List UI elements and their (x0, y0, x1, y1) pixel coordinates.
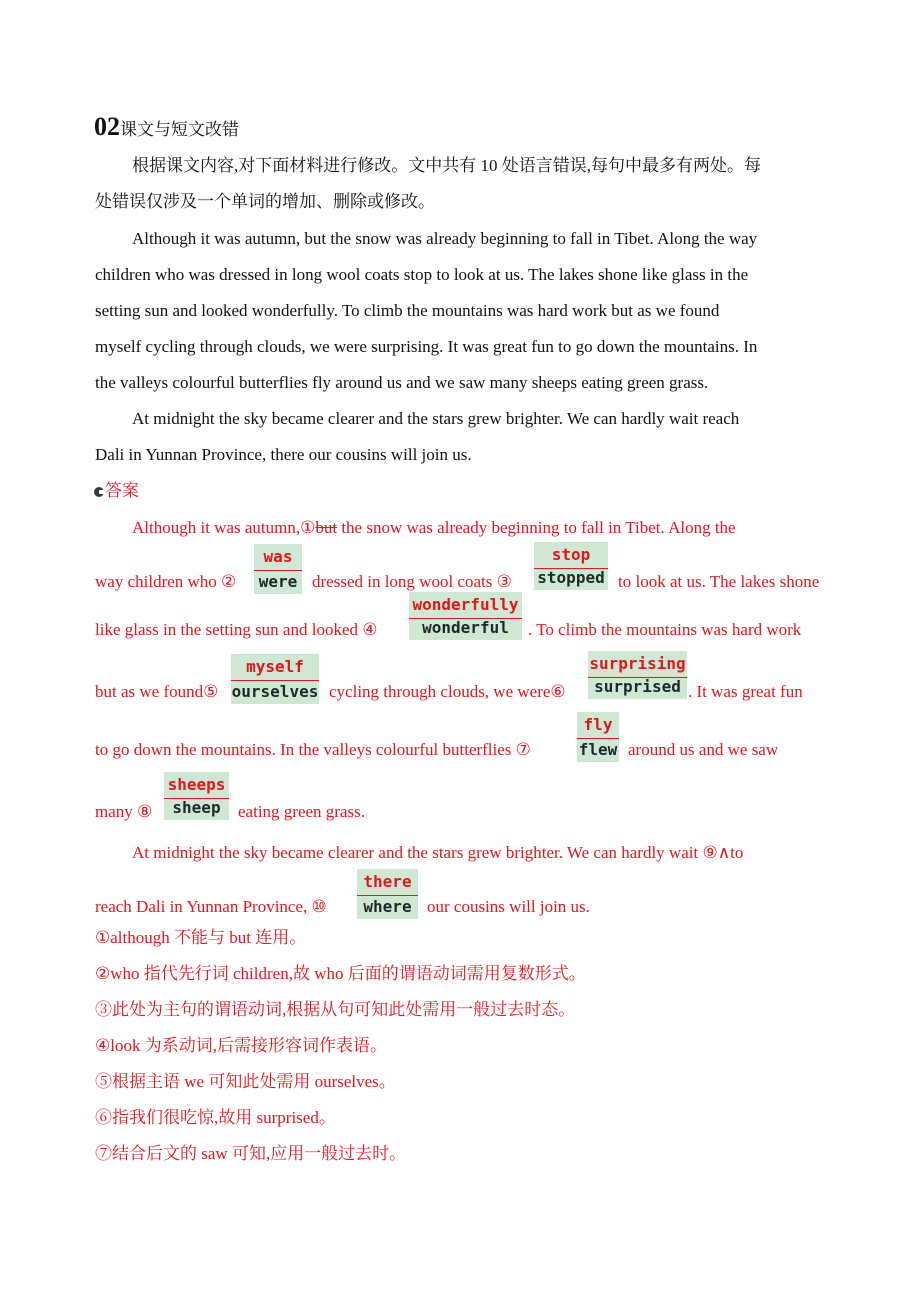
correction-box (254, 544, 302, 594)
correction-box (577, 712, 619, 762)
correction-wrong: surprising (588, 651, 687, 678)
explanation-item: ①although 不能与 but 连用。 (95, 928, 307, 947)
passage-line: At midnight the sky became clearer and the stars grew brighter. We can hardly wait reach (132, 409, 740, 428)
correction-wrong: myself (231, 654, 319, 681)
explanation-item: ⑥指我们很吃惊,故用 surprised。 (95, 1108, 336, 1127)
correction-wrong: wonderfully (409, 592, 522, 619)
correction-box (588, 651, 687, 699)
correction-box (357, 869, 418, 919)
correction-right: ourselves (231, 682, 319, 701)
answer-label: 答案 (94, 481, 139, 501)
passage-line: children who was dressed in long wool coats stop to look at us. The lakes shone like glass in the (95, 265, 749, 284)
section-title: 课文与短文改错 (120, 120, 239, 139)
instruction-line-2: 处错误仅涉及一个单词的增加、删除或修改。 (95, 192, 435, 211)
passage-line: Dali in Yunnan Province, there our cousins will join us. (95, 445, 472, 464)
answer-line-2a: way children who ② (95, 572, 237, 591)
answer-line-7: At midnight the sky became clearer and the stars grew brighter. We can hardly wait ⑨∧to (132, 843, 744, 862)
correction-wrong: there (357, 869, 418, 896)
section-number: 02 (94, 112, 120, 141)
passage-line: myself cycling through clouds, we were surprising. It was great fun to go down the mountains. In (95, 337, 758, 356)
correction-wrong: stop (534, 542, 608, 569)
correction-right: sheep (172, 798, 221, 817)
answer-line-1: Although it was autumn,①but the snow was already beginning to fall in Tibet. Along the (132, 518, 736, 537)
answer-line-5a: to go down the mountains. In the valleys colourful butterflies ⑦ (95, 740, 531, 759)
answer-line-2b: dressed in long wool coats ③ (312, 572, 512, 591)
answer-line-8a: reach Dali in Yunnan Province, ⑩ (95, 897, 327, 916)
answer-line-5b: around us and we saw (628, 740, 779, 759)
instruction-line-1: 根据课文内容,对下面材料进行修改。文中共有 10 处语言错误,每句中最多有两处。每 (132, 156, 761, 175)
explanation-item: ④look 为系动词,后需接形容词作表语。 (95, 1036, 387, 1055)
explanation-item: ②who 指代先行词 children,故 who 后面的谓语动词需用复数形式。 (95, 964, 586, 983)
explanation-item: ③此处为主句的谓语动词,根据从句可知此处需用一般过去时态。 (95, 1000, 576, 1019)
answer-line-4b: cycling through clouds, we were⑥ (329, 682, 566, 701)
passage-line: the valleys colourful butterflies fly around us and we saw many sheeps eating green grass. (95, 373, 709, 392)
answer-line-4c: . It was great fun (688, 682, 803, 701)
correction-box (231, 654, 319, 704)
explanation-item: ⑦结合后文的 saw 可知,应用一般过去时。 (95, 1144, 407, 1163)
correction-wrong: was (254, 544, 302, 571)
answer-line-3b: . To climb the mountains was hard work (528, 620, 802, 639)
section-heading (94, 112, 239, 142)
correction-right: surprised (594, 677, 681, 696)
passage-line: setting sun and looked wonderfully. To climb the mountains was hard work but as we found (95, 301, 720, 320)
passage-line: Although it was autumn, but the snow was already beginning to fall in Tibet. Along the way (132, 229, 758, 248)
correction-box (164, 772, 229, 820)
correction-wrong: fly (577, 712, 619, 739)
explanation-item: ⑤根据主语 we 可知此处需用 ourselves。 (95, 1072, 396, 1091)
correction-right: where (363, 897, 412, 916)
answer-line-4a: but as we found⑤ (95, 682, 219, 701)
correction-right: were (258, 572, 298, 591)
answer-line-3a: like glass in the setting sun and looked ④ (95, 620, 378, 639)
deleted-word: but (315, 518, 338, 537)
answer-icon (94, 487, 104, 497)
correction-right: wonderful (422, 618, 509, 637)
answer-line-6a: many ⑧ (95, 802, 153, 821)
correction-box (534, 542, 608, 590)
correction-right: flew (578, 740, 618, 759)
answer-line-8b: our cousins will join us. (427, 897, 590, 916)
answer-line-2c: to look at us. The lakes shone (618, 572, 820, 591)
correction-box (409, 592, 522, 640)
correction-right: stopped (537, 568, 605, 587)
correction-wrong: sheeps (164, 772, 229, 799)
answer-line-6b: eating green grass. (238, 802, 365, 821)
